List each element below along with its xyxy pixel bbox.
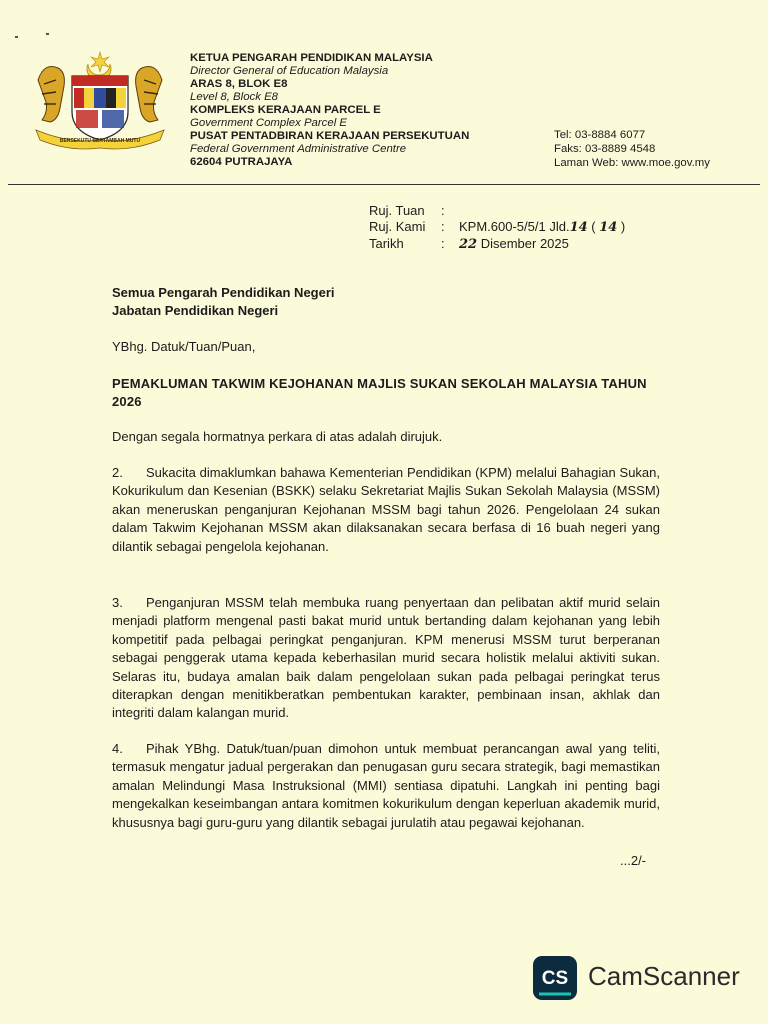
crest-motto: BERSEKUTU BERTAMBAH MUTU <box>59 138 141 144</box>
coat-of-arms-icon <box>30 50 170 150</box>
letterhead-line: KETUA PENGARAH PENDIDIKAN MALAYSIA <box>190 52 433 64</box>
paragraph-text: Penganjuran MSSM telah membuka ruang penyertaan dan pelibatan aktif murid selain menjadi platform mengenal pasti bakat murid untuk bertanding dalam kejohanan yang lebih kompetitif pada pelbagai peringkat penganjuran. KPM menerusi MSSM turut berperanan sebagai penggerak utama kepada keberhasilan murid secara holistik melalui aktiviti sukan. Selaras itu, budaya amalan baik dalam pengelolaan sukan pada pelbagai peringkat terus diterapkan dengan menitikberatkan pembentukan karakter, pembinaan insan, akhlak dan integriti dalam kalangan murid. <box>112 595 660 721</box>
ref-tarikh-row <box>369 236 625 253</box>
camscanner-logo-text: CS <box>541 968 569 989</box>
addressee-line: Jabatan Pendidikan Negeri <box>112 303 279 318</box>
paragraph-text: Dengan segala hormatnya perkara di atas adalah dirujuk. <box>112 429 443 444</box>
ref-colon: : <box>441 236 445 251</box>
ref-tuan-row <box>369 203 625 219</box>
handwritten-day: 22 <box>459 237 478 252</box>
salutation: YBhg. Datuk/Tuan/Puan, <box>112 339 256 354</box>
letterhead-line: Director General of Education Malaysia <box>190 65 389 77</box>
letterhead-address <box>190 52 469 169</box>
paragraph-text: Sukacita dimaklumkan bahawa Kementerian Pendidikan (KPM) melalui Bahagian Sukan, Kokurikulum dan Kesenian (BSKK) selaku Sekretariat Majlis Sukan Sekolah Malaysia (MSSM) akan meneruskan penganjuran Kejohanan MSSM bagi tahun 2026. Pengelolaan 24 sukan dalam Takwim Kejohanan MSSM akan dilaksanakan secara berfasa di 16 buah negeri yang dilantik sebagai pengelola kejohanan. <box>112 465 660 554</box>
page-continuation: ...2/- <box>620 853 647 868</box>
paragraph-2 <box>112 464 660 556</box>
ref-kami-row <box>369 219 625 236</box>
letterhead-contact <box>554 128 710 170</box>
camscanner-brand: CamScanner <box>588 961 740 991</box>
scan-speck <box>46 33 49 35</box>
paragraph-number: 4. <box>112 741 123 756</box>
camscanner-logo-icon <box>533 956 577 1000</box>
scan-speck <box>15 36 18 38</box>
paragraph-number: 3. <box>112 595 123 610</box>
letterhead-line: KOMPLEKS KERAJAAN PARCEL E <box>190 104 381 116</box>
ref-kami-label: Ruj. Kami <box>369 219 426 234</box>
contact-tel: Tel: 03-8884 6077 <box>554 129 646 141</box>
addressee-line: Semua Pengarah Pendidikan Negeri <box>112 285 335 300</box>
contact-web: Laman Web: www.moe.gov.my <box>554 157 710 169</box>
paragraph-1 <box>112 428 660 446</box>
handwritten-number: 14 <box>569 220 588 235</box>
letterhead-line: Government Complex Parcel E <box>190 117 347 129</box>
letter-subject: PEMAKLUMAN TAKWIM KEJOHANAN MAJLIS SUKAN SEKOLAH MALAYSIA TAHUN 2026 <box>112 376 647 409</box>
letterhead-line: ARAS 8, BLOK E8 <box>190 78 288 90</box>
ref-tuan-label: Ruj. Tuan <box>369 203 425 218</box>
letterhead-line: Level 8, Block E8 <box>190 91 279 103</box>
letterhead-line: PUSAT PENTADBIRAN KERAJAAN PERSEKUTUAN <box>190 130 470 142</box>
paragraph-4 <box>112 740 660 832</box>
handwritten-number: 14 <box>599 220 618 235</box>
ref-kami-value: KPM.600-5/5/1 Jld.14 ( 14 ) <box>459 219 626 235</box>
ref-colon: : <box>441 219 445 234</box>
ref-colon: : <box>441 203 445 218</box>
paragraph-number: 2. <box>112 465 123 480</box>
reference-block <box>369 203 625 253</box>
letterhead-line: 62604 PUTRAJAYA <box>190 156 293 168</box>
addressee <box>112 284 335 320</box>
ref-tarikh-value: 22 Disember 2025 <box>459 236 569 252</box>
header-divider <box>8 184 760 185</box>
paragraph-3 <box>112 594 660 723</box>
ref-tarikh-label: Tarikh <box>369 236 404 251</box>
paragraph-text: Pihak YBhg. Datuk/tuan/puan dimohon untuk membuat perancangan awal yang teliti, termasuk mengatur jadual pergerakan dan penugasan guru secara strategik, bagi memastikan amalan Melindungi Masa Instruksional (MMI) sentiasa dipatuhi. Langkah ini penting bagi mengekalkan keseimbangan antara komitmen kokurikulum dengan keperluan akademik murid, khususnya bagi guru-guru yang dilantik sebagai jurulatih atau pegawai kejohanan. <box>112 741 660 830</box>
contact-faks: Faks: 03-8889 4548 <box>554 143 656 155</box>
letterhead-line: Federal Government Administrative Centre <box>190 143 407 155</box>
